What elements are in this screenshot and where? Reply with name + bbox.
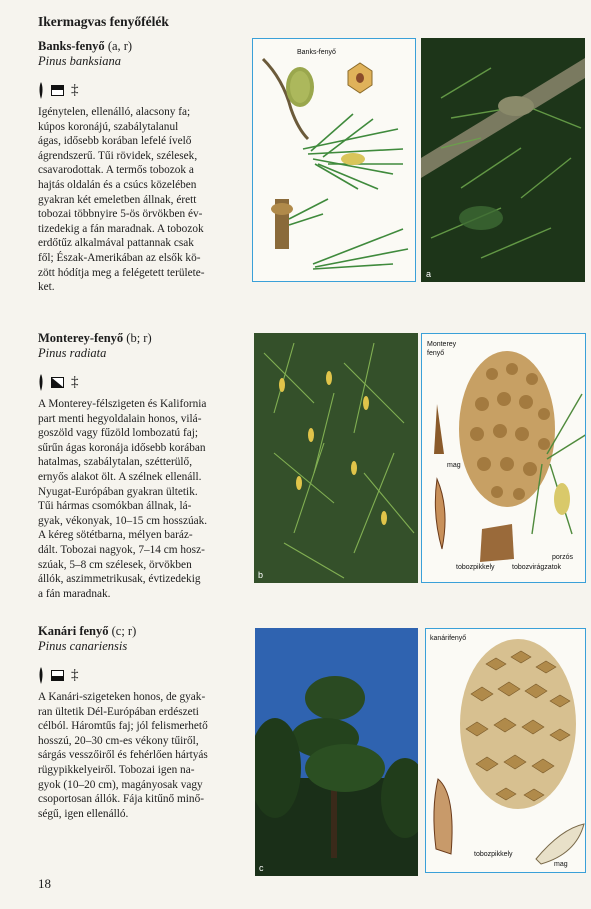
illustration-label-line2: fenyő — [427, 350, 445, 357]
label-tobozpikkely: tobozpikkely — [456, 564, 495, 571]
pine-branch-illustration — [253, 39, 416, 282]
toxicity-dagger-icon: ‡ — [71, 666, 79, 683]
illustration-kanari-fenyo — [425, 628, 586, 873]
habit-symbols — [38, 373, 258, 391]
illustration-label: kanárifenyő — [430, 635, 467, 642]
habit-symbols — [38, 666, 258, 684]
pine-photo — [421, 38, 585, 282]
label-mag: mag — [554, 861, 568, 868]
light-diagonal-icon — [51, 377, 64, 388]
tree-form-icon — [38, 82, 44, 99]
species-description: Igénytelen, ellenálló, alacsony fa; kúpos koronájú, szabálytalanul ágas, idősebb korában lefelé ívelő ágrendszerű. Tűi rövidek, szélesek, csavarodottak. A termős tobozok a hajtás oldalán és a csúcs közelében gyakran két emeletben állnak, érett tobozai többnyire 5-ös örvökben év- tizedekig a fán maradnak. A tobozok erdőtűz alkalmával pattannak csak fől; Észak-Amerikában az elsők kö- zött hódítja meg a felégetett területe- ket. — [38, 106, 205, 294]
species-description: A Monterey-félszigeten és Kalifornia part menti hegyoldalain honos, vilá- goszöld vagy fűzöld lombozatú faj; sűrűn ágas koronája idősebb korában hatalmas, szabálytalan, szétterülő, ernyős alakot ölt. A szélnek ellenáll. Nyugat-Európában gyakran ültetik. Tűi hármas csomókban állnak, lá- gyak, vékonyak, 10–15 cm hosszúak. A kéreg sötétbarna, mélyen baráz- dált. Tobozai nagyok, 7–14 cm hosz- szúak, 5–8 cm szélesek, örvökben állók, aszimmetrikusak, évtizedekig a fán maradnak. — [38, 398, 208, 600]
photo-kanari-fenyo — [255, 628, 418, 876]
illustration-label-line1: Monterey — [427, 341, 457, 348]
photo-letter: a — [426, 269, 432, 279]
photo-monterey-fenyo — [254, 333, 418, 583]
illustration-banks-fenyo — [252, 38, 416, 282]
species-code: (a, r) — [107, 39, 133, 53]
illustration-monterey-fenyo — [421, 333, 586, 583]
species-name: Monterey-fenyő (b; r) — [38, 331, 152, 345]
label-mag: mag — [447, 462, 461, 469]
latin-name: Pinus banksiana — [38, 54, 121, 68]
species-name: Banks-fenyő (a, r) — [38, 39, 133, 53]
page-header: Ikermagvas fenyőfélék — [38, 14, 169, 29]
habit-symbols — [38, 81, 258, 99]
toxicity-dagger-icon: ‡ — [71, 373, 79, 390]
label-tobozpikkely: tobozpikkely — [474, 851, 513, 858]
entry-monterey-fenyo — [38, 330, 258, 601]
species-description: A Kanári-szigeteken honos, de gyak- ran ültetik Dél-Európában erdészeti célból. Háromtűs faj; jól felismerhető hosszú, 20–30 cm-es vékony tűiről, sárgás vesszőiről és fehérlően hártyás rügypikkelyeiről. Tobozai igen na- gyok (10–20 cm), magányosak vagy csoportosan állók. Fája kitűnő minő- ségű, igen ellenálló. — [38, 691, 208, 820]
latin-name: Pinus canariensis — [38, 639, 128, 653]
photo-letter: b — [258, 570, 264, 580]
entry-kanari-fenyo — [38, 623, 258, 821]
species-code: (c; r) — [111, 624, 137, 638]
photo-letter: c — [259, 863, 264, 873]
species-code: (b; r) — [126, 331, 152, 345]
photo-banks-fenyo — [421, 38, 585, 282]
light-full-sun-icon — [51, 670, 64, 681]
illustration-label: Banks-fenyő — [297, 49, 336, 56]
pine-photo — [254, 333, 418, 583]
entry-banks-fenyo — [38, 38, 258, 295]
tree-form-icon — [38, 374, 44, 391]
cone-illustration — [426, 629, 586, 873]
latin-name: Pinus radiata — [38, 346, 107, 360]
tree-form-icon — [38, 667, 44, 684]
toxicity-dagger-icon: ‡ — [71, 81, 79, 98]
light-half-shade-icon — [51, 85, 64, 96]
label-porzos: porzós — [552, 554, 574, 561]
species-name: Kanári fenyő (c; r) — [38, 624, 137, 638]
label-tobozviragzatok: tobozvirágzatok — [512, 564, 562, 571]
cone-illustration — [422, 334, 586, 583]
page-number: 18 — [38, 876, 51, 891]
tree-photo — [255, 628, 418, 876]
